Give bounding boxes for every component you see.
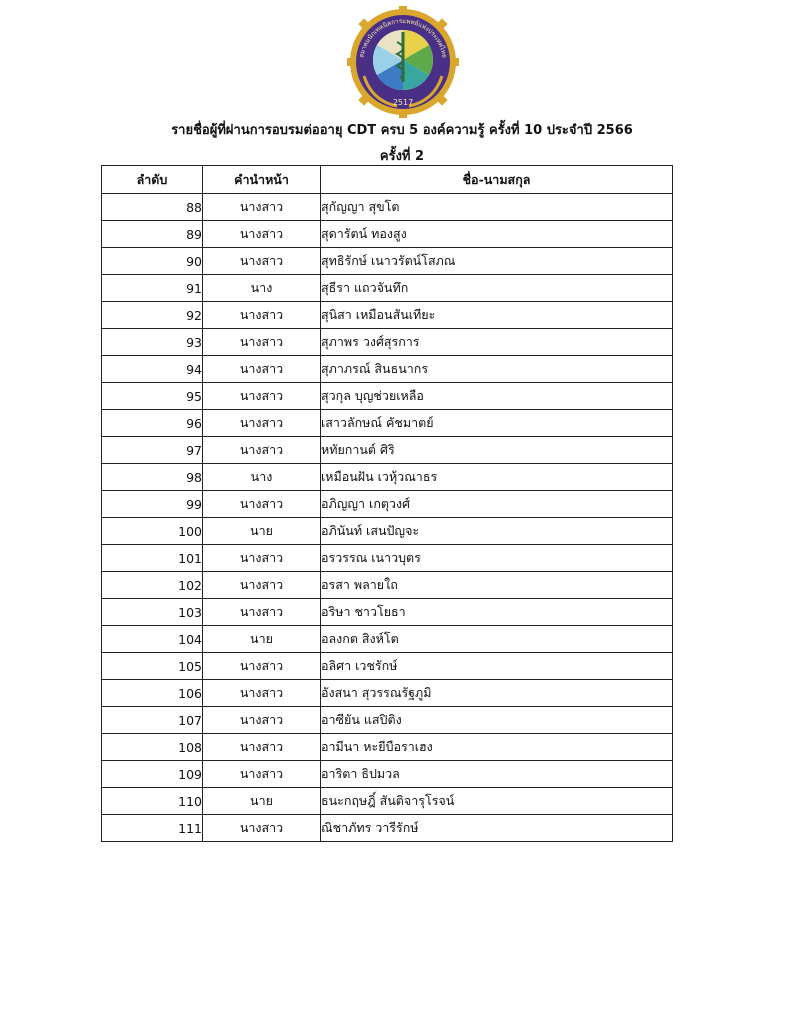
document-title: รายชื่อผู้ที่ผ่านการอบรมต่ออายุ CDT ครบ 5 องค์ความรู้ ครั้งที่ 10 ประจำปี 2566 (171, 123, 633, 138)
row-full-name: อลงกต สิงห์โต (321, 626, 673, 653)
row-full-name: หทัยกานต์ ศิริ (321, 437, 673, 464)
row-prefix: นางสาว (203, 599, 321, 626)
row-full-name: อลิศา เวชรักษ์ (321, 653, 673, 680)
table-row (102, 194, 673, 221)
row-prefix: นางสาว (203, 410, 321, 437)
row-full-name: สุดารัตน์ ทองสูง (321, 221, 673, 248)
table-row (102, 599, 673, 626)
row-full-name: เสาวลักษณ์ คัชมาตย์ (321, 410, 673, 437)
row-number: 110 (102, 788, 203, 815)
participant-table (101, 165, 673, 842)
row-prefix: นางสาว (203, 302, 321, 329)
row-full-name: ธนะกฤษฎิ์ สันติจารุโรจน์ (321, 788, 673, 815)
row-number: 92 (102, 302, 203, 329)
row-full-name: อภิญญา เกตุวงศ์ (321, 491, 673, 518)
row-prefix: นางสาว (203, 734, 321, 761)
table-row (102, 329, 673, 356)
table-row (102, 626, 673, 653)
row-number: 106 (102, 680, 203, 707)
table-row (102, 356, 673, 383)
row-number: 109 (102, 761, 203, 788)
row-prefix: นาง (203, 464, 321, 491)
row-full-name: อริษา ชาวโยธา (321, 599, 673, 626)
table-header-row (102, 166, 673, 194)
table-row (102, 761, 673, 788)
row-full-name: อังสนา สุวรรณรัฐภูมิ (321, 680, 673, 707)
row-prefix: นาง (203, 275, 321, 302)
header-prefix: คำนำหน้า (203, 166, 321, 194)
row-full-name: อรสา พลายใถ (321, 572, 673, 599)
row-full-name: อามีนา หะยีบือราเฮง (321, 734, 673, 761)
row-prefix: นางสาว (203, 653, 321, 680)
row-number: 88 (102, 194, 203, 221)
table-row (102, 410, 673, 437)
row-prefix: นางสาว (203, 356, 321, 383)
table-row (102, 788, 673, 815)
table-row (102, 248, 673, 275)
table-row (102, 707, 673, 734)
document-subtitle: ครั้งที่ 2 (379, 149, 425, 164)
row-prefix: นางสาว (203, 707, 321, 734)
row-number: 102 (102, 572, 203, 599)
row-prefix: นางสาว (203, 815, 321, 842)
row-prefix: นางสาว (203, 194, 321, 221)
association-seal-icon (342, 6, 464, 118)
table-row (102, 680, 673, 707)
row-full-name: เหมือนฝัน เวหุ้วณาธร (321, 464, 673, 491)
row-prefix: นางสาว (203, 572, 321, 599)
table-row (102, 383, 673, 410)
row-number: 91 (102, 275, 203, 302)
row-full-name: สุนิสา เหมือนสันเทียะ (321, 302, 673, 329)
row-full-name: ณิชาภัทร วารีรักษ์ (321, 815, 673, 842)
table-row (102, 221, 673, 248)
table-row (102, 815, 673, 842)
table-row (102, 491, 673, 518)
row-prefix: นาย (203, 788, 321, 815)
logo-year: 2517 (392, 98, 414, 107)
row-prefix: นางสาว (203, 761, 321, 788)
logo-center (373, 30, 433, 90)
row-full-name: สุทธิรักษ์ เนาวรัตน์โสภณ (321, 248, 673, 275)
table-row (102, 464, 673, 491)
row-full-name: สุภาภรณ์ สินธนากร (321, 356, 673, 383)
row-number: 93 (102, 329, 203, 356)
row-full-name: สุวกุล บุญช่วยเหลือ (321, 383, 673, 410)
row-full-name: สุธีรา แถวจันทึก (321, 275, 673, 302)
row-number: 89 (102, 221, 203, 248)
row-prefix: นางสาว (203, 491, 321, 518)
row-number: 90 (102, 248, 203, 275)
row-full-name: อาซียัน แสปิติง (321, 707, 673, 734)
table-row (102, 545, 673, 572)
table-row (102, 437, 673, 464)
table-row (102, 518, 673, 545)
row-number: 94 (102, 356, 203, 383)
row-full-name: อภินันท์ เสนปัญจะ (321, 518, 673, 545)
row-full-name: สุกัญญา สุขโต (321, 194, 673, 221)
row-prefix: นางสาว (203, 221, 321, 248)
row-full-name: สุภาพร วงศ์สุรการ (321, 329, 673, 356)
row-prefix: นางสาว (203, 680, 321, 707)
logo-ring-text: สมาคมนักเทคนิคการแพทย์แห่งประเทศไทย (358, 17, 448, 59)
row-prefix: นาย (203, 626, 321, 653)
row-number: 99 (102, 491, 203, 518)
row-number: 98 (102, 464, 203, 491)
row-prefix: นาย (203, 518, 321, 545)
row-full-name: อาริตา ธิปมวล (321, 761, 673, 788)
row-prefix: นางสาว (203, 329, 321, 356)
table-row (102, 302, 673, 329)
row-prefix: นางสาว (203, 545, 321, 572)
table-row (102, 275, 673, 302)
table-row (102, 734, 673, 761)
row-prefix: นางสาว (203, 437, 321, 464)
table-body (102, 194, 673, 842)
row-number: 101 (102, 545, 203, 572)
row-number: 97 (102, 437, 203, 464)
row-prefix: นางสาว (203, 383, 321, 410)
header-full-name: ชื่อ-นามสกุล (321, 166, 673, 194)
row-number: 100 (102, 518, 203, 545)
row-number: 107 (102, 707, 203, 734)
table-row (102, 572, 673, 599)
row-full-name: อรวรรณ เนาวบุตร (321, 545, 673, 572)
row-number: 111 (102, 815, 203, 842)
row-number: 105 (102, 653, 203, 680)
row-number: 96 (102, 410, 203, 437)
row-number: 103 (102, 599, 203, 626)
row-prefix: นางสาว (203, 248, 321, 275)
row-number: 104 (102, 626, 203, 653)
table-row (102, 653, 673, 680)
header-order: ลำดับ (102, 166, 203, 194)
row-number: 108 (102, 734, 203, 761)
row-number: 95 (102, 383, 203, 410)
